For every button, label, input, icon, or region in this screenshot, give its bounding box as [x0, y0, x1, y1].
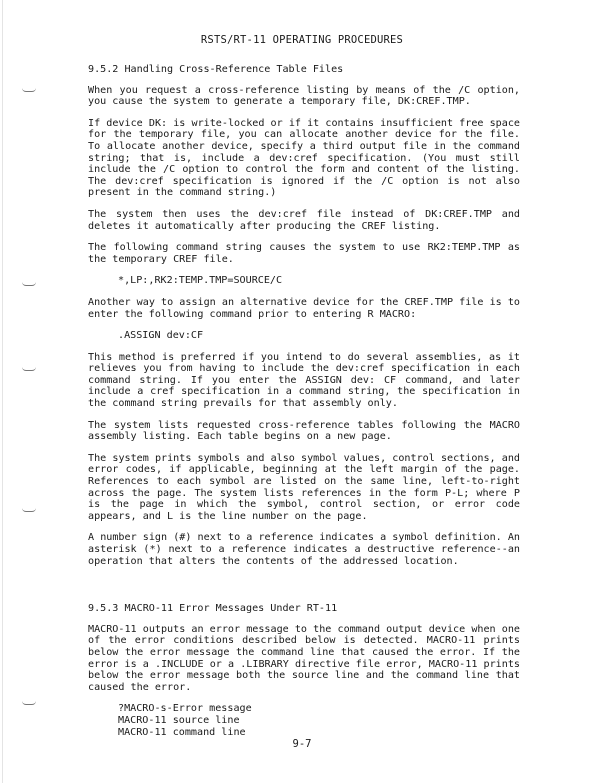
scan-edge-line: [2, 0, 3, 783]
paragraph: The system lists requested cross-reference tables following the MACRO assembly listing. Each table begins on a new page.: [88, 419, 520, 443]
paragraph: When you request a cross-reference listing by means of the /C option, you cause the system to generate a temporary file, DK:CREF.TMP.: [88, 84, 520, 108]
code-line: MACRO-11 command line: [118, 726, 246, 738]
code-example: *,LP:,RK2:TEMP.TMP=SOURCE/C: [118, 275, 283, 287]
paragraph: The following command string causes the system to use RK2:TEMP.TMP as the temporary CREF file.: [88, 242, 520, 265]
section-spacer: [88, 577, 520, 603]
code-line: MACRO-11 source line: [118, 714, 240, 726]
margin-mark: [22, 701, 36, 705]
paragraph: MACRO-11 outputs an error message to the command output device when one of the error conditions described below is detected. MACRO-11 prints below the error message the command line that caused the error. If the error is a .INCLUDE or a .LIBRARY directive file error, MACRO-11 prints below the error message both the source line and the command line that caused the error.: [88, 623, 520, 693]
code-example: [88, 703, 520, 738]
paragraph: A number sign (#) next to a reference indicates a symbol definition. An asterisk (*) next to a reference indicates a destructive reference--an operation that alters the contents of the addressed location.: [88, 532, 520, 567]
section-heading: 9.5.2 Handling Cross-Reference Table Files: [88, 64, 344, 75]
margin-mark: [22, 508, 36, 512]
paragraph: Another way to assign an alternative device for the CREF.TMP file is to enter the following command prior to entering R MACRO:: [88, 296, 520, 320]
paragraph: The system then uses the dev:cref file instead of DK:CREF.TMP and deletes it automatically after producing the CREF listing.: [88, 208, 520, 232]
section-heading: 9.5.3 MACRO-11 Error Messages Under RT-11: [88, 603, 338, 615]
paragraph: If device DK: is write-locked or if it contains insufficient free space for the temporary file, you can allocate another device for the file. To allocate another device, specify a third output file in the command string; that is, include a dev:cref specification. (You must still include the /C option to control the form and content of the listing. The dev:cref specification is ignored if the /C option is not also present in the command string.): [88, 117, 520, 199]
paragraph: The system prints symbols and also symbol values, control sections, and error codes, if applicable, beginning at the left margin of the page. References to each symbol are listed on the same line, left-to-right across the page. The system lists references in the form P-L; where P is the page in which the symbol, control section, or error code appears, and L is the line number on the page.: [88, 452, 520, 522]
paragraph: This method is preferred if you intend to do several assemblies, as it relieves you from having to include the dev:cref specification in each command string. If you enter the ASSIGN dev: CF command, and later include a cref specification in a command string, the specification in the command string prevails for that assembly only.: [88, 351, 520, 410]
margin-mark: [22, 88, 36, 92]
code-example: .ASSIGN dev:CF: [118, 330, 204, 342]
page-header: RSTS/RT-11 OPERATING PROCEDURES: [200, 34, 404, 46]
margin-mark: [22, 367, 36, 371]
margin-mark: [22, 282, 36, 286]
page-number: 9-7: [292, 738, 312, 750]
page-content: [88, 64, 520, 748]
code-line: ?MACRO-s-Error message: [118, 703, 252, 715]
